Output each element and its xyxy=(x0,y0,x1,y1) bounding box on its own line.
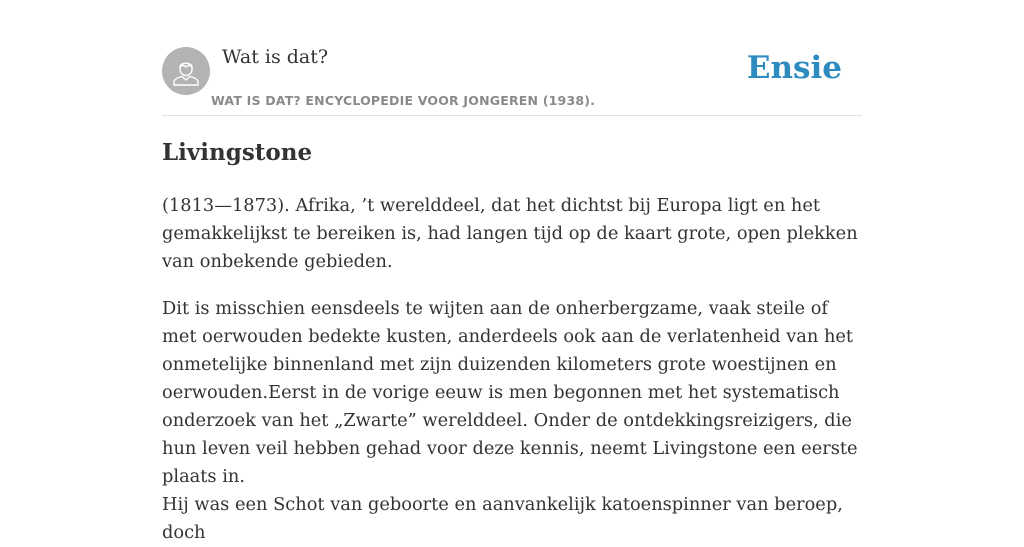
source-header xyxy=(162,40,862,116)
article-paragraph: Hij was een Schot van geboorte en aanvankelijk katoenspinner van beroep, doch xyxy=(162,494,843,543)
source-avatar[interactable] xyxy=(162,47,210,95)
source-subtitle[interactable]: WAT IS DAT? ENCYCLOPEDIE VOOR JONGEREN (1938). xyxy=(211,93,596,108)
article-paragraph: Dit is misschien eensdeels te wijten aan de onherbergzame, vaak steile of met oerwouden bedekte kusten, anderdeels ook aan de verlatenheid van het onmetelijke binnenland met zijn duizenden kilometers grote woestijnen en oerwouden.Eerst in de vorige eeuw is men begonnen met het systematisch onderzoek van het „Zwarte” werelddeel. Onder de ontdekkingsreizigers, die hun leven veil hebben gehad voor deze kennis, neemt Livingstone een eerste plaats in. xyxy=(162,298,858,487)
source-title[interactable]: Wat is dat? xyxy=(222,46,329,68)
article-title: Livingstone xyxy=(162,139,313,166)
ensie-logo[interactable]: Ensie xyxy=(746,50,842,86)
article-paragraph: (1813—1873). Afrika, ’t werelddeel, dat het dichtst bij Europa ligt en het gemakkelijkst te bereiken is, had langen tijd op de kaart grote, open plekken van onbekende gebieden. xyxy=(162,195,858,272)
user-outline-icon xyxy=(171,56,201,86)
article-body xyxy=(162,192,862,547)
